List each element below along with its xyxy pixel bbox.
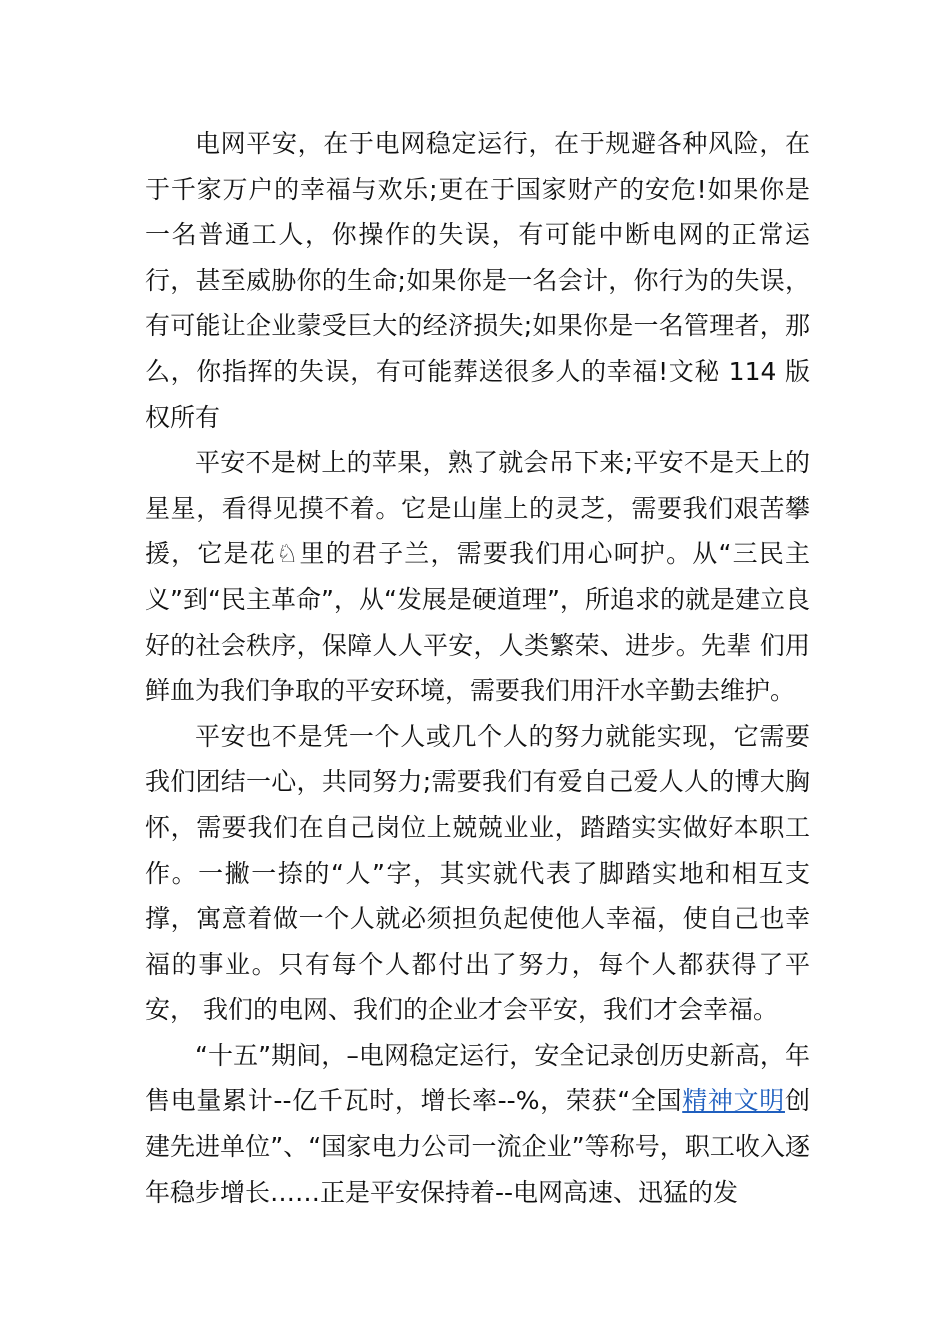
paragraph-4-text-before-link: “十五”期间，–电网稳定运行，安全记录创历史新高，年售电量累计--亿千瓦时，增长率--%，荣获“全国 — [145, 1040, 810, 1116]
paragraph-3: 平安也不是凭一个人或几个人的努力就能实现，它需要我们团结一心，共同努力;需要我们有爱自己爱人人的博大胸怀，需要我们在自己岗位上兢兢业业，踏踏实实做好本职工作。一撇一捺的“人”字，其实就代表了脚踏实地和相互支撑，寓意着做一个人就必须担负起使他人幸福，使自己也幸福的事业。只有每个人都付出了努力，每个人都获得了平安， 我们的电网、我们的企业才会平安，我们才会幸福。 — [145, 721, 810, 1025]
document-body — [145, 121, 810, 1215]
paragraph-4-text-after-link: 创建先进单位”、“国家电力公司一流企业”等称号，职工收入逐年稳步增长……正是平安保持着--电网高速、迅猛的发 — [145, 1086, 810, 1207]
paragraph-4 — [145, 1033, 810, 1215]
spiritual-civilization-link[interactable]: 精神文明 — [682, 1086, 785, 1116]
paragraph-2: 平安不是树上的苹果，熟了就会吊下来;平安不是天上的星星，看得见摸不着。它是山崖上的灵芝，需要我们艰苦攀援，它是花♘里的君子兰，需要我们用心呵护。从“三民主义”到“民主革命”，从“发展是硬道理”，所追求的就是建立良好的社会秩序，保障人人平安，人类繁荣、进步。先辈 们用鲜血为我们争取的平安环境，需要我们用汗水辛勤去维护。 — [145, 448, 810, 706]
paragraph-1: 电网平安，在于电网稳定运行，在于规避各种风险，在于千家万户的幸福与欢乐;更在于国家财产的安危!如果你是一名普通工人，你操作的失误，有可能中断电网的正常运行，甚至威胁你的生命;如果你是一名会计，你行为的失误，有可能让企业蒙受巨大的经济损失;如果你是一名管理者，那么，你指挥的失误，有可能葬送很多人的幸福!文秘 114 版权所有 — [145, 129, 810, 432]
